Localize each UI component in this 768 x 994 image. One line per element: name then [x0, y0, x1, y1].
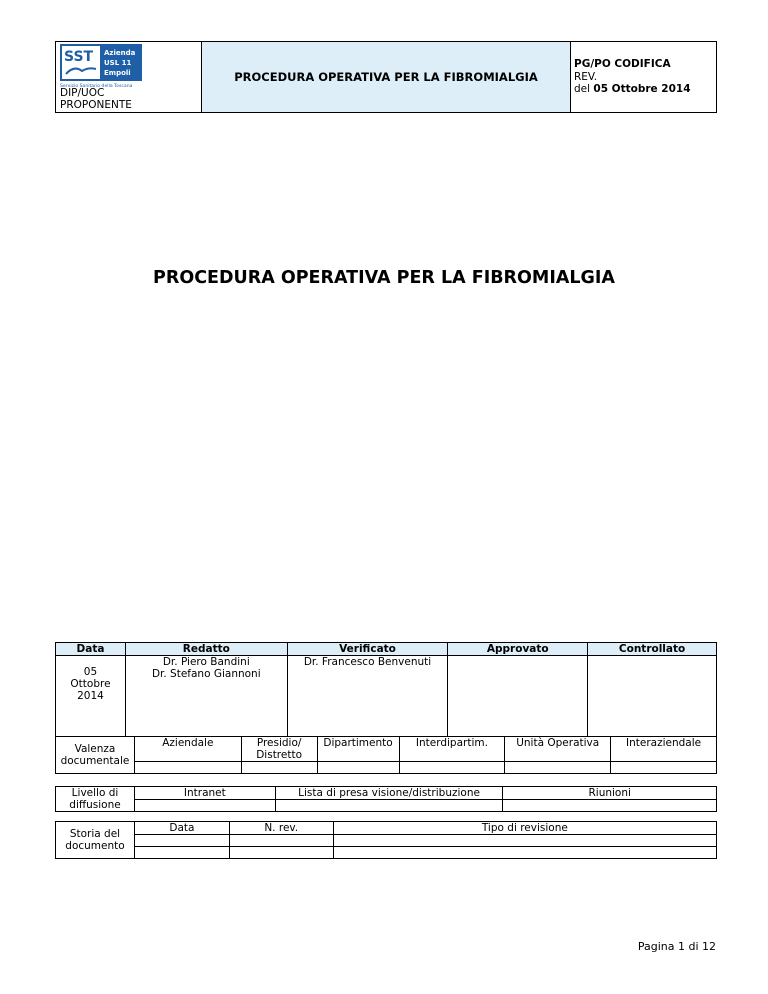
valenza-aziendale: Aziendale: [134, 737, 241, 762]
col-header-data: Data: [56, 643, 126, 656]
verificato-cell: Dr. Francesco Benvenuti: [287, 656, 448, 737]
valenza-table: [55, 736, 717, 774]
valenza-cell: [399, 762, 505, 774]
controllato-cell: [588, 656, 717, 737]
signature-date-text: 05 Ottobre 2014: [70, 666, 111, 702]
livello-label-text: Livello di diffusione: [69, 787, 121, 811]
sst-logo-icon: [60, 44, 142, 88]
storia-cell: [229, 847, 333, 859]
redatto-name-1: Dr. Piero Bandini: [162, 656, 250, 668]
redatto-name-2: Dr. Stefano Giannoni: [151, 668, 261, 680]
col-header-controllato: Controllato: [588, 643, 717, 656]
storia-nrev: N. rev.: [229, 822, 333, 835]
svg-text:SST: SST: [64, 49, 94, 65]
dip-uoc-label: [60, 87, 132, 111]
valenza-presidio-text: Presidio/ Distretto: [256, 737, 303, 761]
page-title: PROCEDURA OPERATIVA PER LA FIBROMIALGIA: [153, 268, 615, 288]
valenza-cell: [317, 762, 399, 774]
svg-text:Azienda: Azienda: [104, 49, 136, 57]
livello-table: [55, 786, 717, 812]
storia-table: [55, 821, 717, 859]
livello-cell: [275, 800, 503, 812]
storia-cell: [229, 835, 333, 847]
valenza-dipartimento: Dipartimento: [317, 737, 399, 762]
signature-date: [56, 656, 126, 737]
rev-label: REV.: [574, 70, 598, 83]
storia-cell: [134, 835, 229, 847]
valenza-interdipartim: Interdipartim.: [399, 737, 505, 762]
signature-table: [55, 642, 717, 737]
page-number: Pagina 1 di 12: [637, 940, 716, 953]
dip-label: DIP/UOC: [60, 87, 105, 99]
col-header-approvato: Approvato: [448, 643, 588, 656]
svg-text:USL 11: USL 11: [104, 59, 132, 67]
valenza-label: [56, 737, 135, 774]
valenza-cell: [505, 762, 611, 774]
storia-cell: [333, 835, 716, 847]
valenza-cell: [241, 762, 317, 774]
svg-text:Servizio Sanitario della Tosca: Servizio Sanitario della Toscana: [60, 84, 133, 88]
svg-text:Empoli: Empoli: [104, 69, 131, 77]
valenza-interaziendale: Interaziendale: [611, 737, 717, 762]
redatto-cell: [125, 656, 287, 737]
valenza-presidio: [241, 737, 317, 762]
col-header-redatto: Redatto: [125, 643, 287, 656]
livello-lista: Lista di presa visione/distribuzione: [275, 787, 503, 800]
code-label: PG/PO CODIFICA: [574, 58, 671, 71]
document-header: [55, 41, 717, 113]
storia-label: [56, 822, 135, 859]
storia-label-text: Storia del documento: [65, 828, 125, 852]
storia-data: Data: [134, 822, 229, 835]
del-line: [574, 83, 716, 96]
livello-cell: [134, 800, 275, 812]
livello-intranet: Intranet: [134, 787, 275, 800]
valenza-cell: [134, 762, 241, 774]
del-date: 05 Ottobre 2014: [593, 83, 691, 96]
header-code-cell: [571, 42, 717, 113]
proponente-label: PROPONENTE: [60, 99, 132, 111]
col-header-verificato: Verificato: [287, 643, 448, 656]
valenza-cell: [611, 762, 717, 774]
storia-cell: [333, 847, 716, 859]
storia-cell: [134, 847, 229, 859]
livello-label: [56, 787, 135, 812]
livello-cell: [503, 800, 717, 812]
del-label: del: [574, 83, 591, 96]
approvato-cell: [448, 656, 588, 737]
header-logo-cell: [56, 42, 202, 113]
valenza-unita-operativa: Unità Operativa: [505, 737, 611, 762]
valenza-label-text: Valenza documentale: [60, 743, 130, 767]
livello-riunioni: Riunioni: [503, 787, 717, 800]
storia-tipo: Tipo di revisione: [333, 822, 716, 835]
header-title: PROCEDURA OPERATIVA PER LA FIBROMIALGIA: [202, 42, 571, 113]
